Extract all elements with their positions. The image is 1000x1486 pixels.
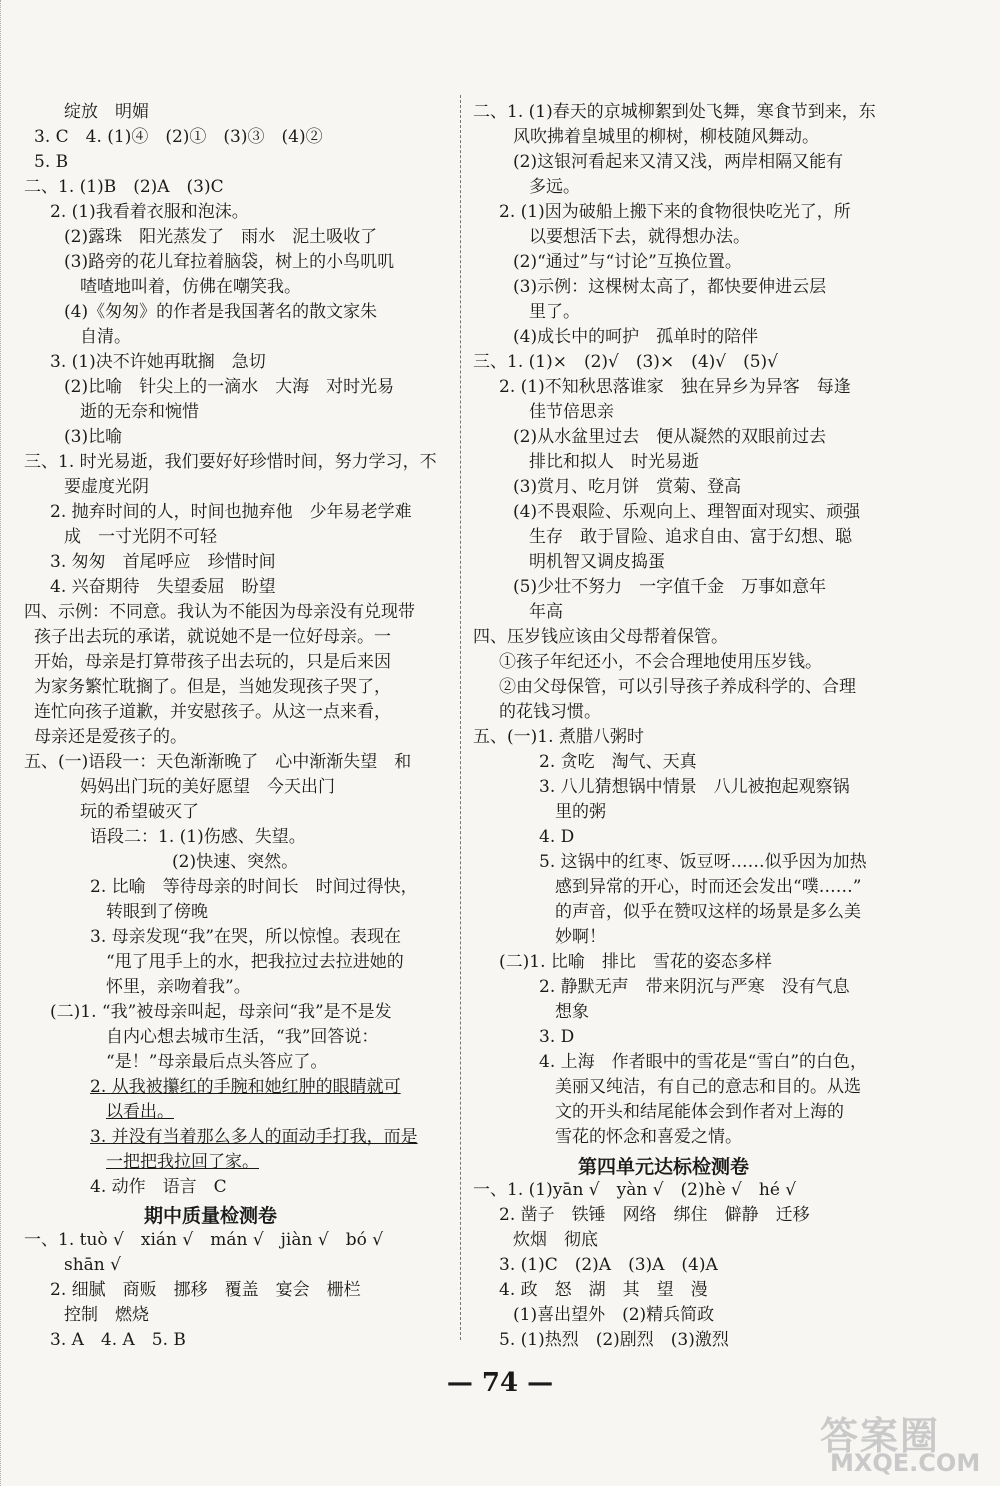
answer-line: 孩子出去玩的承诺，就说她不是一位好母亲。一: [34, 627, 391, 647]
answer-line: 3. A 4. A 5. B: [50, 1330, 186, 1350]
answer-line: 5. (1)热烈 (2)剧烈 (3)激烈: [499, 1330, 729, 1350]
answer-line: 妈妈出门玩的美好愿望 今天出门: [80, 777, 335, 797]
answer-line: 以要想活下去，就得想办法。: [529, 227, 750, 247]
answer-line: 5. 这锅中的红枣、饭豆呀……似乎因为加热: [539, 852, 867, 872]
answer-line: 4. D: [539, 827, 575, 847]
answer-line: ①孩子年纪还小，不会合理地使用压岁钱。: [499, 652, 822, 672]
answer-line: 里了。: [529, 302, 580, 322]
answer-line: 4. 上海 作者眼中的雪花是“雪白”的白色，: [539, 1052, 868, 1072]
answer-line: 语段二：1. (1)伤感、失望。: [90, 827, 306, 847]
answer-line: 一把把我拉回了家。: [106, 1152, 259, 1172]
answer-line: (2)快速、突然。: [172, 852, 299, 872]
answer-line: 四、压岁钱应该由父母帮着保管。: [473, 627, 728, 647]
answer-line: 以看出。: [106, 1102, 174, 1122]
answer-line: 2. 比喻 等待母亲的时间长 时间过得快，: [90, 877, 418, 897]
watermark-url: MXQE.COM: [830, 1449, 981, 1477]
answer-line: 多远。: [529, 177, 580, 197]
answer-line: 要虚度光阴: [64, 477, 149, 497]
answer-line: 控制 燃烧: [64, 1305, 149, 1325]
answer-line: 2. (1)不知秋思落谁家 独在异乡为异客 每逢: [499, 377, 851, 397]
answer-line: 妙啊！: [555, 927, 606, 947]
page-number: — 74 —: [446, 1368, 554, 1398]
answer-line: (3)路旁的花儿耷拉着脑袋，树上的小鸟叽叽: [64, 252, 395, 272]
answer-line: (2)这银河看起来又清又浅，两岸相隔又能有: [513, 152, 844, 172]
answer-line: (3)赏月、吃月饼 赏菊、登高: [513, 477, 742, 497]
column-divider: [460, 95, 461, 1340]
answer-line: 4. 动作 语言 C: [90, 1177, 227, 1197]
answer-line: 3. 八儿猜想锅中情景 八儿被抱起观察锅: [539, 777, 850, 797]
answer-line: 2. (1)因为破船上搬下来的食物很快吃光了，所: [499, 202, 851, 222]
answer-line: 感到异常的开心，时而还会发出“噗……”: [555, 877, 862, 897]
answer-line: 2. 从我被攥红的手腕和她红肿的眼睛就可: [90, 1077, 401, 1097]
answer-line: (2)露珠 阳光蒸发了 雨水 泥土吸收了: [64, 227, 378, 247]
answer-line: 三、1. (1)× (2)√ (3)× (4)√ (5)√: [473, 352, 779, 372]
answer-line: 一、1. tuò √ xián √ mán √ jiàn √ bó √: [24, 1230, 384, 1250]
answer-line: 3. 匆匆 首尾呼应 珍惜时间: [50, 552, 276, 572]
answer-line: 逝的无奈和惋惜: [80, 402, 199, 422]
answer-line: 绽放 明媚: [64, 102, 149, 122]
answer-line: 为家务繁忙耽搁了。但是，当她发现孩子哭了，: [34, 677, 391, 697]
answer-line: 风吹拂着皇城里的柳树，柳枝随风舞动。: [513, 127, 819, 147]
answer-line: (2)“通过”与“讨论”互换位置。: [513, 252, 742, 272]
answer-line: 年高: [529, 602, 563, 622]
answer-line: 自清。: [80, 327, 131, 347]
section-heading: 第四单元达标检测卷: [578, 1156, 750, 1178]
answer-line: 玩的希望破灭了: [80, 802, 199, 822]
answer-line: 生存 敢于冒险、追求自由、富于幻想、聪: [529, 527, 852, 547]
answer-line: “甩了甩手上的水，把我拉过去拉进她的: [106, 952, 404, 972]
answer-line: 3. (1)C (2)A (3)A (4)A: [499, 1255, 718, 1275]
answer-line: 怀里，亲吻着我”。: [106, 977, 251, 997]
answer-line: 2. 静默无声 带来阴沉与严寒 没有气息: [539, 977, 850, 997]
answer-line: 4. 兴奋期待 失望委屈 盼望: [50, 577, 276, 597]
answer-line: 3. D: [539, 1027, 575, 1047]
answer-line: 二、1. (1)B (2)A (3)C: [24, 177, 224, 197]
answer-line: 二、1. (1)春天的京城柳絮到处飞舞，寒食节到来，东: [473, 102, 876, 122]
answer-line: 转眼到了傍晚: [106, 902, 208, 922]
answer-line: 五、(一)语段一：天色渐渐晚了 心中渐渐失望 和: [24, 752, 412, 772]
answer-line: (3)示例：这棵树太高了，都快要伸进云层: [513, 277, 827, 297]
answer-line: 三、1. 时光易逝，我们要好好珍惜时间，努力学习，不: [24, 452, 437, 472]
watermark-text: 答案圈: [820, 1414, 941, 1458]
answer-line: 4. 政 怒 湖 其 望 漫: [499, 1280, 708, 1300]
answer-line: ②由父母保管，可以引导孩子养成科学的、合理: [499, 677, 856, 697]
binding-margin: [0, 0, 1, 1486]
answer-line: 美丽又纯洁，有自己的意志和目的。从选: [555, 1077, 861, 1097]
answer-line: 3. 并没有当着那么多人的面动手打我，而是: [90, 1127, 418, 1147]
answer-line: 开始，母亲是打算带孩子出去玩的，只是后来因: [34, 652, 391, 672]
answer-line: 2. 凿子 铁锤 网络 绑住 僻静 迁移: [499, 1205, 810, 1225]
answer-line: (4)不畏艰险、乐观向上、理智面对现实、顽强: [513, 502, 861, 522]
answer-line: 想象: [555, 1002, 589, 1022]
answer-line: 佳节倍思亲: [529, 402, 614, 422]
answer-line: 的声音，似乎在赞叹这样的场景是多么美: [555, 902, 861, 922]
answer-line: 明机智又调皮捣蛋: [529, 552, 665, 572]
answer-line: 连忙向孩子道歉，并安慰孩子。从这一点来看，: [34, 702, 391, 722]
answer-line: 母亲还是爱孩子的。: [34, 727, 187, 747]
answer-line: 五、(一)1. 煮腊八粥时: [473, 727, 644, 747]
answer-line: 2. 贪吃 淘气、天真: [539, 752, 697, 772]
answer-line: (2)比喻 针尖上的一滴水 大海 对时光易: [64, 377, 395, 397]
answer-line: (4)《匆匆》的作者是我国著名的散文家朱: [64, 302, 378, 322]
answer-line: 文的开头和结尾能体会到作者对上海的: [555, 1102, 844, 1122]
answer-line: 5. B: [34, 152, 69, 172]
answer-line: 2. (1)我看着衣服和泡沫。: [50, 202, 249, 222]
answer-line: (1)喜出望外 (2)精兵简政: [513, 1305, 715, 1325]
answer-line: “是！”母亲最后点头答应了。: [106, 1052, 328, 1072]
watermark-logo: [820, 1405, 990, 1485]
answer-line: 自内心想去城市生活，“我”回答说：: [106, 1027, 379, 1047]
answer-line: 2. 抛弃时间的人，时间也抛弃他 少年易老学难: [50, 502, 412, 522]
answer-line: (4)成长中的呵护 孤单时的陪伴: [513, 327, 759, 347]
section-heading: 期中质量检测卷: [144, 1205, 278, 1227]
answer-line: 3. (1)决不许她再耽搁 急切: [50, 352, 266, 372]
answer-line: 的花钱习惯。: [499, 702, 601, 722]
answer-line: 喳喳地叫着，仿佛在嘲笑我。: [80, 277, 301, 297]
answer-line: (5)少壮不努力 一字值千金 万事如意年: [513, 577, 827, 597]
answer-line: (二)1. 比喻 排比 雪花的姿态多样: [499, 952, 772, 972]
answer-line: (3)比喻: [64, 427, 123, 447]
answer-line: 2. 细腻 商贩 挪移 覆盖 宴会 栅栏: [50, 1280, 361, 1300]
answer-line: 雪花的怀念和喜爱之情。: [555, 1127, 742, 1147]
answer-line: 里的粥: [555, 802, 606, 822]
answer-line: shān √: [64, 1255, 121, 1275]
answer-line: 一、1. (1)yān √ yàn √ (2)hè √ hé √: [473, 1180, 797, 1200]
answer-line: (二)1. “我”被母亲叫起，母亲问“我”是不是发: [50, 1002, 392, 1022]
answer-line: 3. 母亲发现“我”在哭，所以惊惶。表现在: [90, 927, 402, 947]
answer-line: 四、示例：不同意。我认为不能因为母亲没有兑现带: [24, 602, 415, 622]
answer-line: 排比和拟人 时光易逝: [529, 452, 699, 472]
answer-line: (2)从水盆里过去 便从凝然的双眼前过去: [513, 427, 827, 447]
answer-line: 3. C 4. (1)④ (2)① (3)③ (4)②: [34, 127, 323, 147]
answer-line: 炊烟 彻底: [513, 1230, 598, 1250]
answer-line: 成 一寸光阴不可轻: [64, 527, 217, 547]
